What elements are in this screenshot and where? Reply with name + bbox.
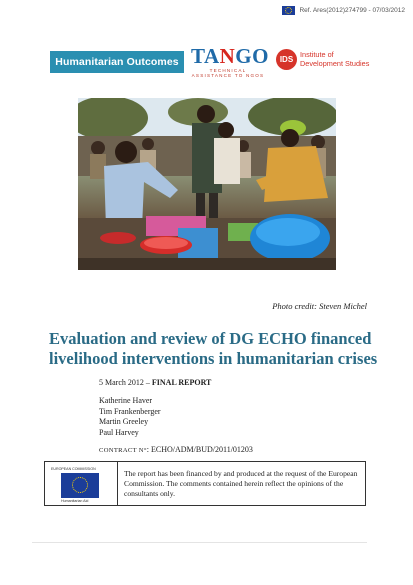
date-separator: – [143, 378, 152, 387]
report-title [49, 329, 379, 369]
author-list [99, 396, 161, 438]
reference-number: Ref. Ares(2012)274799 - 07/03/2012 [299, 7, 405, 14]
eu-logo-top-text: EUROPEAN COMMISSION [51, 467, 96, 471]
humanitarian-outcomes-logo [50, 51, 184, 73]
tango-logo-word: TANGO [191, 44, 269, 68]
cover-photo [78, 98, 336, 270]
tango-logo [191, 44, 269, 78]
contract-label: CONTRACT N° [99, 447, 147, 454]
humanitarian-outcomes-logo-text: Humanitarian Outcomes [55, 56, 179, 68]
eu-flag-icon [282, 6, 295, 15]
eu-flag-icon [61, 473, 99, 498]
footer-rule [32, 542, 367, 543]
author-name: Paul Harvey [99, 427, 139, 437]
report-title-line-1: Evaluation and review of DG ECHO financed [49, 329, 372, 348]
tango-logo-tagline: TECHNICAL ASSISTANCE TO NGOS [191, 68, 265, 78]
report-date: 5 March 2012 [99, 378, 144, 387]
ids-logo-name: Institute of Development Studies [300, 50, 370, 68]
eu-humanitarian-aid-logo [51, 467, 111, 503]
report-date-line [99, 378, 211, 387]
funding-statement: The report has been financed by and produced at the request of the European Commission. The comments contained herein reflect the opinions of the consultants only. [124, 469, 358, 498]
contract-number [99, 445, 253, 454]
market-scene-illustration [78, 98, 336, 270]
contract-value: : ECHO/ADM/BUD/2011/01203 [146, 445, 253, 454]
eu-logo-bottom-text: Humanitarian Aid [61, 499, 89, 503]
funding-disclaimer-box [44, 461, 366, 506]
box-divider [117, 462, 118, 505]
author-name: Katherine Haver [99, 396, 153, 405]
photo-caption: Photo credit: Steven Michel [272, 301, 367, 311]
ids-badge-icon: IDS [276, 49, 297, 70]
ids-logo [276, 49, 369, 70]
report-title-line-2: livelihood interventions in humanitarian crises [49, 349, 378, 368]
report-type: FINAL REPORT [151, 378, 212, 387]
author-name: Tim Frankenberger [99, 406, 161, 416]
author-name: Martin Greeley [99, 417, 149, 426]
reference-stamp [282, 6, 405, 15]
